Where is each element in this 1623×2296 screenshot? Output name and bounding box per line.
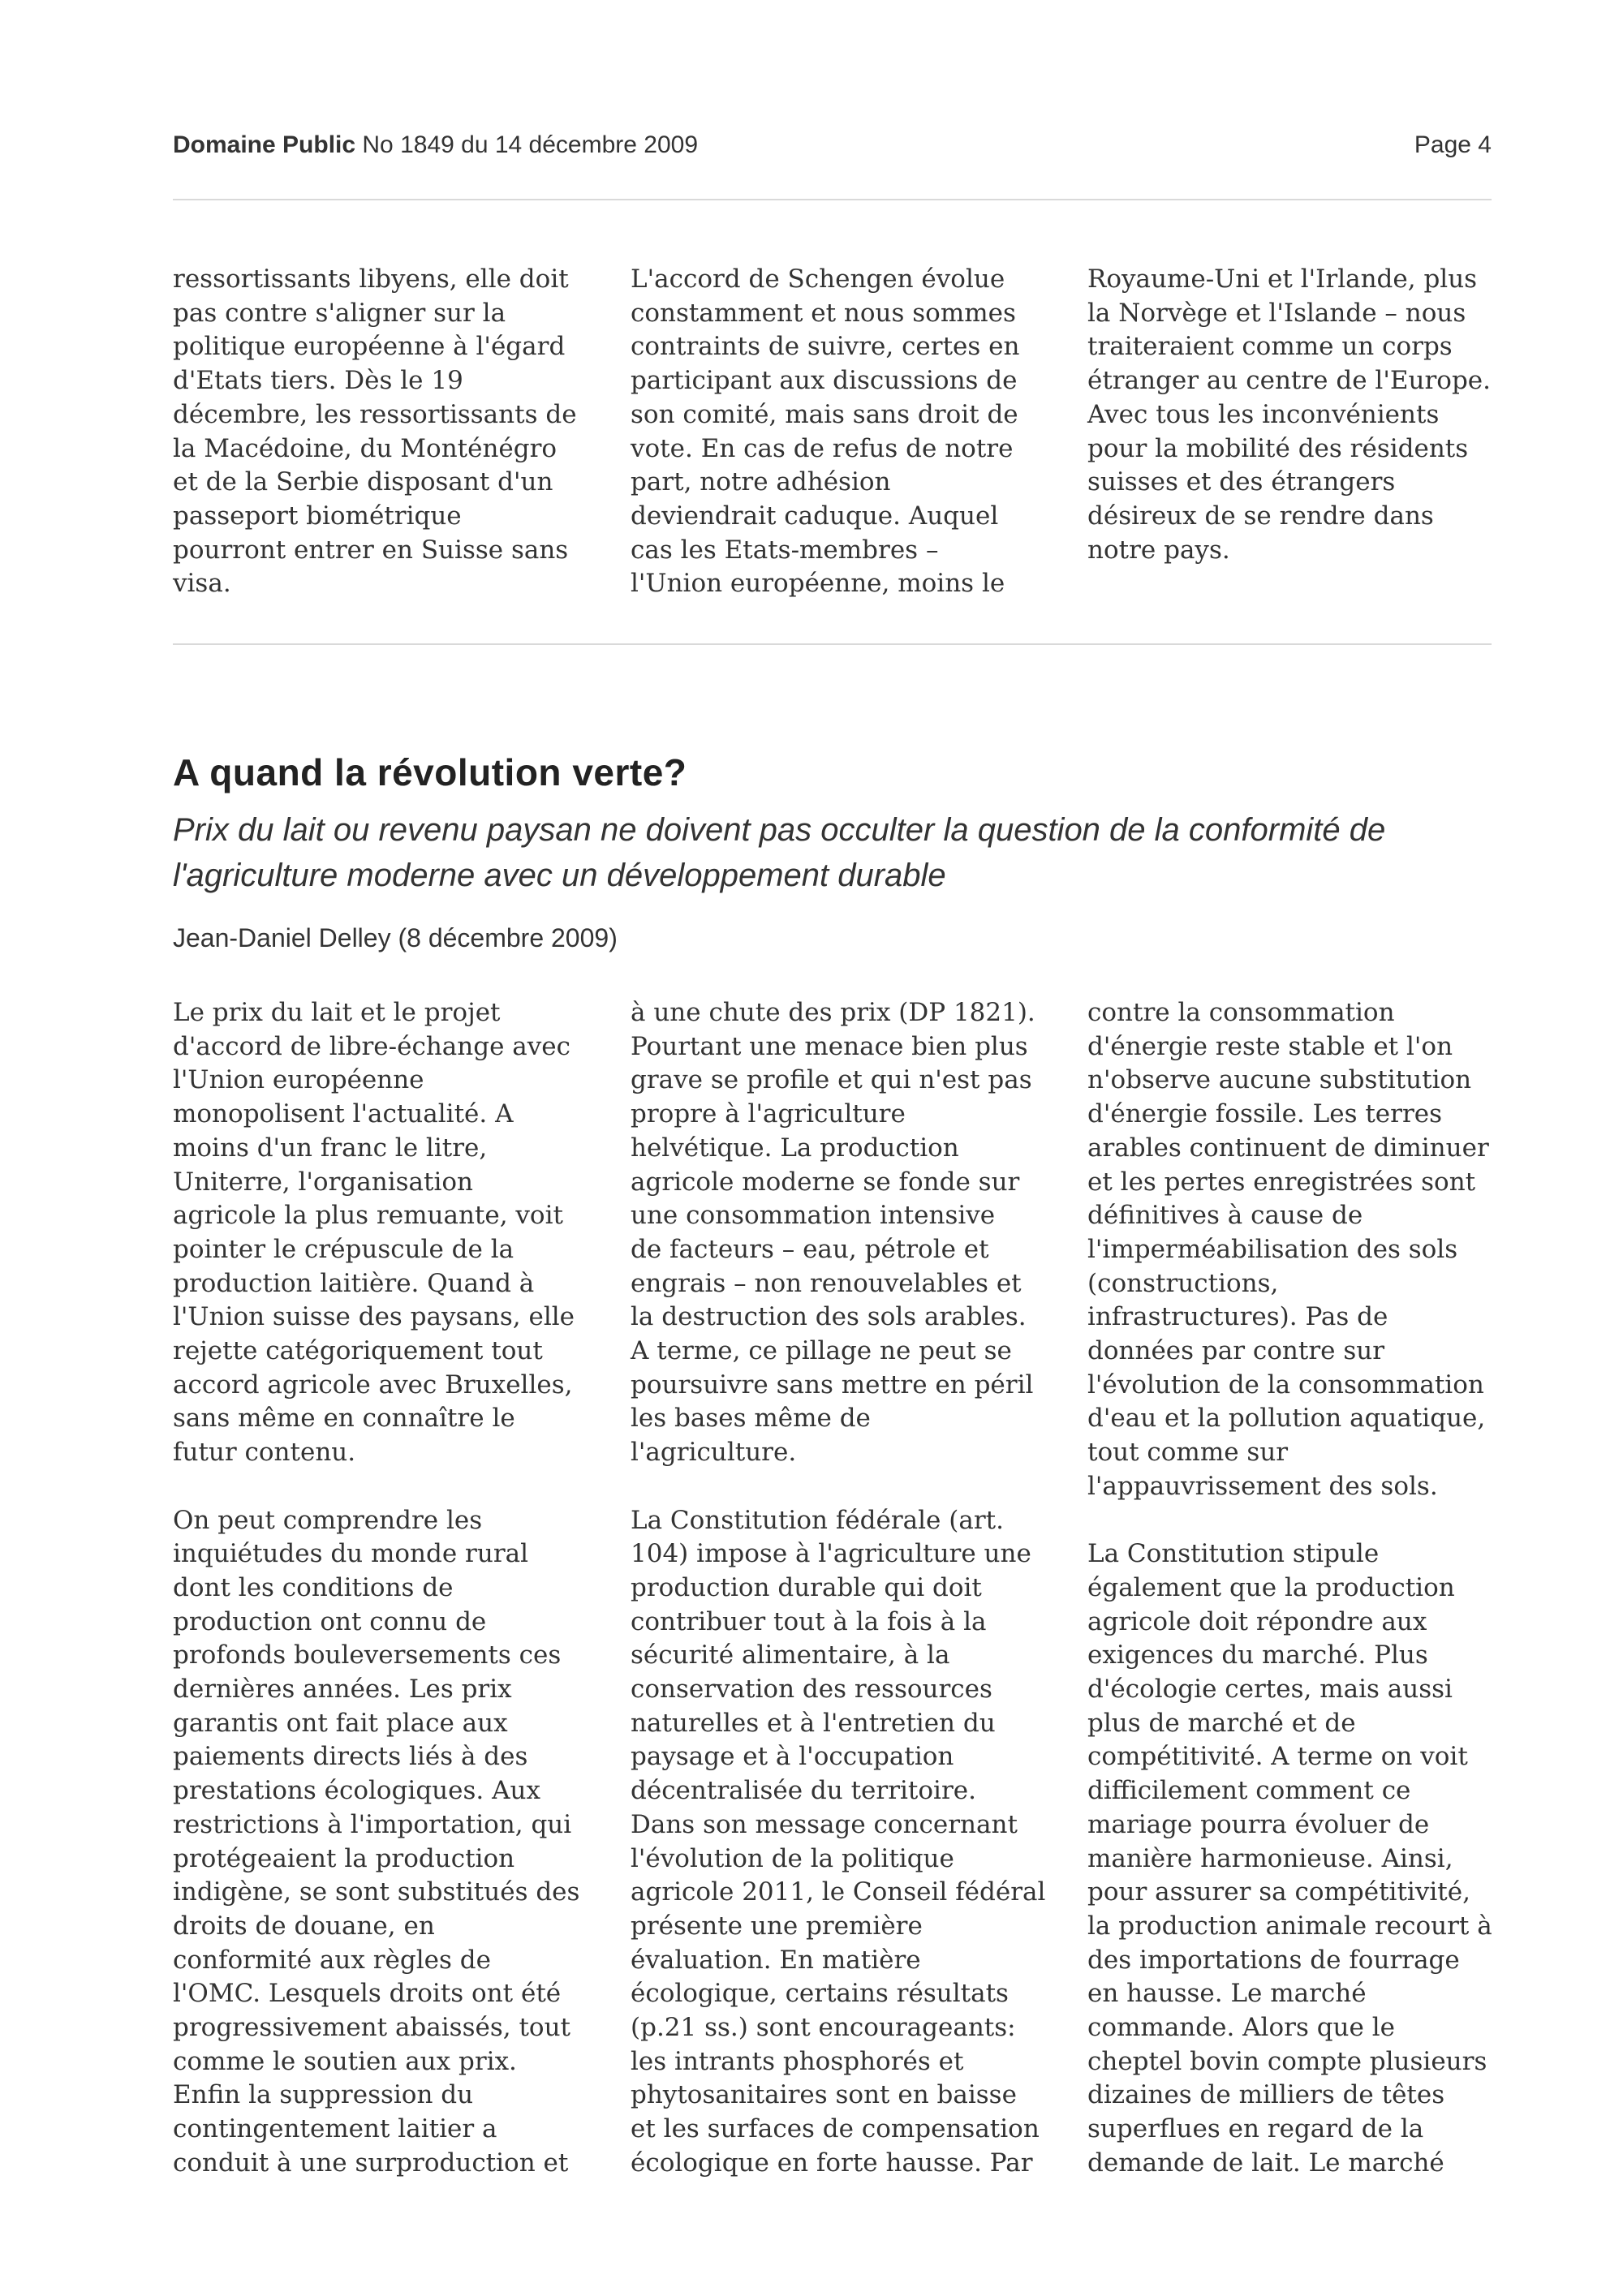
text-line: manière harmonieuse. Ainsi, <box>1087 1843 1453 1873</box>
text-line: données par contre sur <box>1087 1336 1385 1366</box>
article-divider <box>173 643 1492 645</box>
text-line: agricole moderne se fonde sur <box>631 1167 1020 1197</box>
text-line: La Constitution stipule <box>1087 1539 1380 1569</box>
text-line: compétitivité. A terme on voit <box>1087 1742 1468 1772</box>
text-line: conduit à une surproduction et <box>173 2148 569 2178</box>
text-line: les bases même de <box>631 1404 871 1434</box>
text-line: et les surfaces de compensation <box>631 2114 1040 2144</box>
paragraph-break <box>631 1470 1053 1504</box>
text-line: comme le soutien aux prix. <box>173 2046 517 2076</box>
text-line: d'accord de libre-échange avec <box>173 1031 570 1061</box>
text-line: Royaume-Uni et l'Irlande, plus <box>1087 264 1478 294</box>
text-line: conformité aux règles de <box>173 1945 491 1975</box>
page-header <box>173 131 1492 172</box>
text-line: paiements directs liés à des <box>173 1742 528 1772</box>
text-line: l'Union européenne <box>173 1065 424 1095</box>
text-line: l'imperméabilisation des sols <box>1087 1234 1458 1264</box>
text-line: demande de lait. Le marché <box>1087 2148 1444 2178</box>
article-byline: Jean-Daniel Delley (8 décembre 2009) <box>173 923 618 952</box>
text-line: futur contenu. <box>173 1438 356 1468</box>
text-line: l'agriculture. <box>631 1438 797 1468</box>
article-column-2 <box>631 996 1053 2181</box>
previous-article-column-2 <box>631 263 1053 601</box>
text-line: évaluation. En matière <box>631 1945 921 1975</box>
text-line: infrastructures). Pas de <box>1087 1302 1388 1332</box>
text-line: poursuivre sans mettre en péril <box>631 1369 1034 1400</box>
text-line: écologique, certains résultats <box>631 1979 1009 2009</box>
text-line: protégeaient la production <box>173 1843 515 1873</box>
text-line: conservation des ressources <box>631 1675 992 1705</box>
text-line: et les pertes enregistrées sont <box>1087 1167 1476 1197</box>
text-line: politique européenne à l'égard <box>173 332 566 362</box>
text-line: production durable qui doit <box>631 1572 982 1602</box>
article-subtitle: Prix du lait ou revenu paysan ne doivent pas occulter la question de la conformité de l'agriculture moderne avec un développement durable <box>173 812 1386 893</box>
text-line: pourront entrer en Suisse sans <box>173 535 569 565</box>
text-line: Le prix du lait et le projet <box>173 998 501 1027</box>
paragraph-break <box>1087 1504 1509 1538</box>
text-line: passeport biométrique <box>173 501 462 531</box>
text-line: production ont connu de <box>173 1606 487 1636</box>
text-line: les intrants phosphorés et <box>631 2046 964 2076</box>
text-line: deviendrait caduque. Auquel <box>631 501 999 531</box>
text-line: également que la production <box>1087 1572 1455 1602</box>
text-line: paysage et à l'occupation <box>631 1742 954 1772</box>
text-line: L'accord de Schengen évolue <box>631 264 1005 294</box>
text-line: l'évolution de la politique <box>631 1843 954 1873</box>
text-line: sécurité alimentaire, à la <box>631 1640 950 1670</box>
text-line: décentralisée du territoire. <box>631 1776 976 1806</box>
text-line: la Norvège et l'Islande – nous <box>1087 298 1466 328</box>
text-line: inquiétudes du monde rural <box>173 1539 529 1569</box>
text-line: constamment et nous sommes <box>631 298 1016 328</box>
text-line: participant aux discussions de <box>631 366 1018 396</box>
text-line: la production animale recourt à <box>1087 1911 1492 1941</box>
text-line: arables continuent de diminuer <box>1087 1133 1489 1163</box>
text-line: commande. Alors que le <box>1087 2013 1395 2043</box>
text-line: cheptel bovin compte plusieurs <box>1087 2046 1487 2076</box>
text-line: propre à l'agriculture <box>631 1099 906 1129</box>
issue-info: No 1849 du 14 décembre 2009 <box>362 131 699 158</box>
text-line: Uniterre, l'organisation <box>173 1167 474 1197</box>
text-line: exigences du marché. Plus <box>1087 1640 1428 1670</box>
text-line: Dans son message concernant <box>631 1809 1018 1839</box>
text-line: désireux de se rendre dans <box>1087 501 1434 531</box>
text-line: dernières années. Les prix <box>173 1675 512 1705</box>
text-line: pour la mobilité des résidents <box>1087 433 1469 463</box>
text-line: production laitière. Quand à <box>173 1268 535 1298</box>
text-line: indigène, se sont substitués des <box>173 1877 580 1907</box>
text-line: contribuer tout à la fois à la <box>631 1606 987 1636</box>
text-line: présente une première <box>631 1911 923 1941</box>
text-line: superflues en regard de la <box>1087 2114 1424 2144</box>
text-line: Avec tous les inconvénients <box>1087 399 1440 429</box>
text-line: phytosanitaires sont en baisse <box>631 2080 1017 2110</box>
text-line: Pourtant une menace bien plus <box>631 1031 1028 1061</box>
text-line: rejette catégoriquement tout <box>173 1336 543 1366</box>
text-line: 104) impose à l'agriculture une <box>631 1539 1031 1569</box>
text-line: A terme, ce pillage ne peut se <box>631 1336 1012 1366</box>
paragraph-break <box>173 1470 595 1504</box>
text-line: plus de marché et de <box>1087 1708 1356 1738</box>
text-line: son comité, mais sans droit de <box>631 399 1018 429</box>
text-line: l'évolution de la consommation <box>1087 1369 1484 1400</box>
text-line: traiteraient comme un corps <box>1087 332 1453 362</box>
text-line: d'écologie certes, mais aussi <box>1087 1675 1453 1705</box>
text-line: On peut comprendre les <box>173 1505 483 1535</box>
text-line: visa. <box>173 569 231 599</box>
text-line: dont les conditions de <box>173 1572 454 1602</box>
text-line: dizaines de milliers de têtes <box>1087 2080 1445 2110</box>
text-line: l'Union suisse des paysans, elle <box>173 1302 575 1332</box>
text-line: Enfin la suppression du <box>173 2080 474 2110</box>
publication-name: Domaine Public <box>173 131 356 158</box>
text-line: La Constitution fédérale (art. <box>631 1505 1004 1535</box>
text-line: pas contre s'aligner sur la <box>173 298 506 328</box>
text-line: grave se profile et qui n'est pas <box>631 1065 1032 1095</box>
text-line: définitives à cause de <box>1087 1201 1363 1231</box>
text-line: agricole la plus remuante, voit <box>173 1201 563 1231</box>
text-line: progressivement abaissés, tout <box>173 2013 570 2043</box>
article-column-1 <box>173 996 595 2181</box>
text-line: notre pays. <box>1087 535 1230 565</box>
text-line: contre la consommation <box>1087 998 1395 1027</box>
article-column-3 <box>1087 996 1509 2181</box>
text-line: écologique en forte hausse. Par <box>631 2148 1033 2178</box>
text-line: suisses et des étrangers <box>1087 467 1396 497</box>
text-line: engrais – non renouvelables et <box>631 1268 1022 1298</box>
text-line: n'observe aucune substitution <box>1087 1065 1472 1095</box>
text-line: helvétique. La production <box>631 1133 959 1163</box>
text-line: et de la Serbie disposant d'un <box>173 467 553 497</box>
text-line: contraints de suivre, certes en <box>631 332 1020 362</box>
text-line: mariage pourra évoluer de <box>1087 1809 1430 1839</box>
text-line: étranger au centre de l'Europe. <box>1087 366 1491 396</box>
text-line: ressortissants libyens, elle doit <box>173 264 569 294</box>
text-line: en hausse. Le marché <box>1087 1979 1367 2009</box>
text-line: d'Etats tiers. Dès le 19 <box>173 366 463 396</box>
text-line: une consommation intensive <box>631 1201 996 1231</box>
text-line: à une chute des prix (DP 1821). <box>631 998 1035 1027</box>
text-line: l'OMC. Lesquels droits ont été <box>173 1979 562 2009</box>
text-line: part, notre adhésion <box>631 467 891 497</box>
text-line: sans même en connaître le <box>173 1404 515 1434</box>
text-line: contingentement laitier a <box>173 2114 497 2144</box>
previous-article-column-1 <box>173 263 595 601</box>
text-line: accord agricole avec Bruxelles, <box>173 1369 573 1400</box>
text-line: pour assurer sa compétitivité, <box>1087 1877 1470 1907</box>
text-line: agricole 2011, le Conseil fédéral <box>631 1877 1046 1907</box>
text-line: décembre, les ressortissants de <box>173 399 577 429</box>
text-line: pointer le crépuscule de la <box>173 1234 514 1264</box>
text-line: vote. En cas de refus de notre <box>631 433 1014 463</box>
text-line: droits de douane, en <box>173 1911 435 1941</box>
text-line: des importations de fourrage <box>1087 1945 1460 1975</box>
text-line: naturelles et à l'entretien du <box>631 1708 996 1738</box>
header-divider <box>173 199 1492 200</box>
page-number: Page 4 <box>1414 131 1492 158</box>
text-line: prestations écologiques. Aux <box>173 1776 540 1806</box>
text-line: la destruction des sols arables. <box>631 1302 1027 1332</box>
text-line: moins d'un franc le litre, <box>173 1133 488 1163</box>
text-line: cas les Etats-membres – <box>631 535 939 565</box>
text-line: (constructions, <box>1087 1268 1279 1298</box>
article-title: A quand la révolution verte? <box>173 751 687 793</box>
text-line: difficilement comment ce <box>1087 1776 1411 1806</box>
text-line: l'Union européenne, moins le <box>631 569 1005 599</box>
text-line: (p.21 ss.) sont encourageants: <box>631 2013 1016 2043</box>
text-line: profonds bouleversements ces <box>173 1640 562 1670</box>
text-line: garantis ont fait place aux <box>173 1708 508 1738</box>
text-line: d'eau et la pollution aquatique, <box>1087 1404 1486 1434</box>
text-line: de facteurs – eau, pétrole et <box>631 1234 989 1264</box>
text-line: restrictions à l'importation, qui <box>173 1809 572 1839</box>
text-line: agricole doit répondre aux <box>1087 1606 1427 1636</box>
text-line: l'appauvrissement des sols. <box>1087 1471 1438 1501</box>
text-line: la Macédoine, du Monténégro <box>173 433 558 463</box>
text-line: tout comme sur <box>1087 1438 1289 1468</box>
text-line: d'énergie fossile. Les terres <box>1087 1099 1443 1129</box>
text-line: d'énergie reste stable et l'on <box>1087 1031 1453 1061</box>
text-line: monopolisent l'actualité. A <box>173 1099 514 1129</box>
previous-article-column-3 <box>1087 263 1509 567</box>
